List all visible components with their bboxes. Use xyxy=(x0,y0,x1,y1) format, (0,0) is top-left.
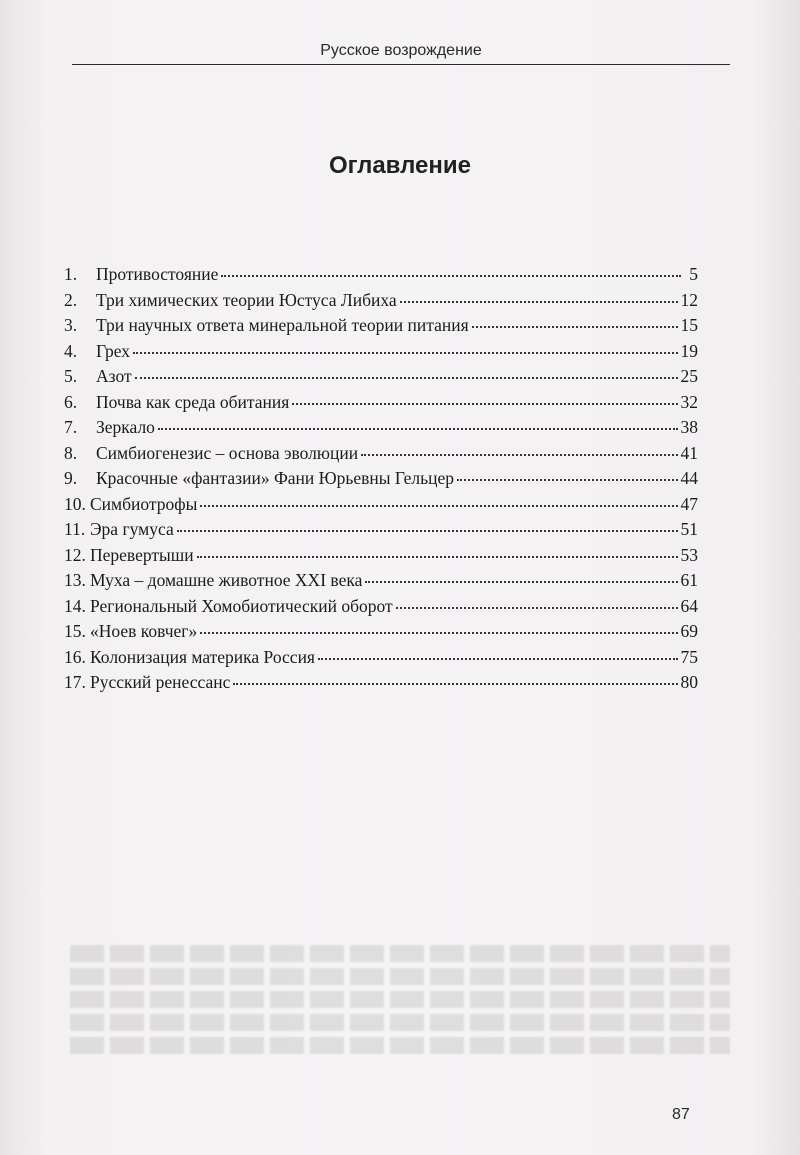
dot-leader xyxy=(457,479,677,481)
toc-entry-number: 2. xyxy=(64,289,78,310)
toc-entry-number: 6. xyxy=(64,391,78,412)
toc-entry-title: Муха – домашне животное XXI века xyxy=(90,570,363,590)
toc-entry-page: 38 xyxy=(680,417,698,437)
dot-leader xyxy=(233,683,677,685)
toc-entry-page: 41 xyxy=(680,442,698,463)
toc-entry-page: 25 xyxy=(680,366,698,386)
dot-leader xyxy=(361,454,677,456)
table-of-contents xyxy=(64,262,698,696)
toc-entry-number: 5. xyxy=(64,366,78,386)
toc-entry-title: Три научных ответа минеральной теории питания xyxy=(96,315,469,335)
toc-entry-title: Региональный Хомобиотический оборот xyxy=(90,595,393,616)
toc-entry-number: 7. xyxy=(64,417,78,437)
toc-entry-page: 15 xyxy=(680,315,698,335)
toc-entry-page: 51 xyxy=(680,519,698,539)
toc-entry-number: 13. xyxy=(64,570,86,590)
toc-entry-title: Азот xyxy=(96,366,132,386)
toc-entry-number: 3. xyxy=(64,315,78,335)
dot-leader xyxy=(400,301,678,303)
toc-entry-page: 19 xyxy=(680,340,698,361)
toc-entry xyxy=(64,645,698,671)
toc-entry-page: 32 xyxy=(680,391,698,412)
toc-entry xyxy=(64,543,698,569)
toc-entry-title: Грех xyxy=(96,340,131,361)
toc-entry xyxy=(64,441,698,467)
toc-entry xyxy=(64,466,698,492)
toc-entry-number: 1. xyxy=(64,264,78,284)
toc-entry xyxy=(64,339,698,365)
toc-entry-page: 12 xyxy=(680,289,698,310)
show-through-imprint xyxy=(70,945,730,1065)
toc-entry xyxy=(64,390,698,416)
toc-entry-number: 14. xyxy=(64,595,86,616)
toc-entry-page: 75 xyxy=(680,646,698,667)
toc-entry-title: Зеркало xyxy=(96,417,155,437)
dot-leader xyxy=(318,658,678,660)
toc-entry-page: 47 xyxy=(680,493,698,514)
toc-entry xyxy=(64,313,698,339)
toc-entry xyxy=(64,517,698,543)
running-head: Русское возрождение xyxy=(72,42,730,65)
toc-entry-title: Три химических теории Юстуса Либиха xyxy=(96,289,397,310)
page-title: Оглавление xyxy=(329,152,471,179)
toc-entry xyxy=(64,670,698,696)
toc-entry-title: Противостояние xyxy=(96,264,219,284)
toc-entry xyxy=(64,594,698,620)
toc-entry xyxy=(64,492,698,518)
toc-entry xyxy=(64,568,698,594)
toc-entry-title: Перевертыши xyxy=(90,544,194,565)
dot-leader xyxy=(177,530,678,532)
toc-entry-number: 16. xyxy=(64,646,86,667)
toc-entry xyxy=(64,364,698,390)
toc-entry-number: 9. xyxy=(64,468,78,488)
toc-entry-title: «Ноев ковчег» xyxy=(90,621,198,641)
toc-entry-number: 10. xyxy=(64,493,86,514)
toc-entry xyxy=(64,288,698,314)
toc-entry-title: Русский ренессанс xyxy=(90,672,231,692)
toc-entry-title: Эра гумуса xyxy=(90,519,174,539)
toc-entry-page: 80 xyxy=(680,672,698,692)
dot-leader xyxy=(200,632,677,634)
toc-entry-page: 69 xyxy=(680,621,698,641)
dot-leader xyxy=(133,352,677,354)
dot-leader xyxy=(221,275,681,277)
toc-entry-number: 4. xyxy=(64,340,78,361)
dot-leader xyxy=(135,377,678,379)
toc-entry xyxy=(64,619,698,645)
toc-entry-number: 17. xyxy=(64,672,86,692)
dot-leader xyxy=(365,581,677,583)
dot-leader xyxy=(396,607,678,609)
dot-leader xyxy=(472,326,678,328)
dot-leader xyxy=(197,556,678,558)
toc-entry-title: Симбиотрофы xyxy=(90,493,198,514)
toc-entry-number: 12. xyxy=(64,544,86,565)
dot-leader xyxy=(292,403,677,405)
toc-entry-number: 8. xyxy=(64,442,78,463)
toc-entry-title: Колонизация материка Россия xyxy=(90,646,315,667)
toc-entry-title: Симбиогенезис – основа эволюции xyxy=(96,442,359,463)
toc-entry xyxy=(64,262,698,288)
dot-leader xyxy=(200,505,677,507)
toc-entry-page: 61 xyxy=(680,570,698,590)
toc-entry-number: 15. xyxy=(64,621,86,641)
toc-entry-page: 64 xyxy=(680,595,698,616)
toc-entry-title: Красочные «фантазии» Фани Юрьевны Гельцер xyxy=(96,468,455,488)
toc-entry xyxy=(64,415,698,441)
dot-leader xyxy=(158,428,678,430)
toc-entry-page: 44 xyxy=(680,468,698,488)
toc-entry-page: 53 xyxy=(680,544,698,565)
toc-entry-page: 5 xyxy=(689,264,698,284)
page-number: 87 xyxy=(672,1106,690,1123)
toc-entry-number: 11. xyxy=(64,519,86,539)
toc-entry-title: Почва как среда обитания xyxy=(96,391,290,412)
